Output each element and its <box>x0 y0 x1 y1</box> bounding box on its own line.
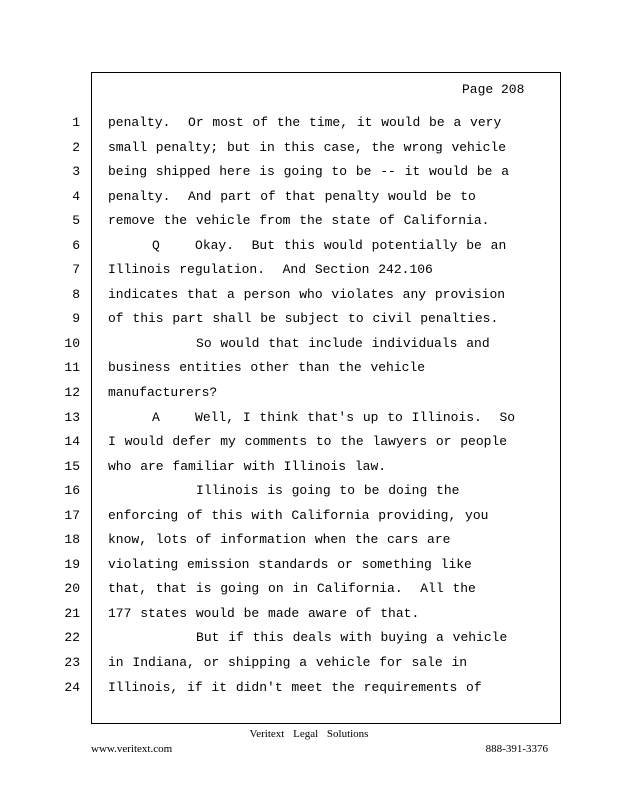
transcript-line: violating emission standards or something like <box>108 556 472 572</box>
line-number: 5 <box>72 213 80 229</box>
line-number: 3 <box>72 164 80 180</box>
line-number: 17 <box>64 507 80 523</box>
transcript-line: know, lots of information when the cars are <box>108 532 451 548</box>
line-number: 19 <box>64 556 80 572</box>
line-number-column <box>40 111 80 700</box>
transcript-line: in Indiana, or shipping a vehicle for sale in <box>108 655 468 671</box>
line-number: 24 <box>64 679 80 695</box>
transcript-line: Q Okay. But this would potentially be an <box>108 237 507 253</box>
transcript-line: manufacturers? <box>108 385 218 401</box>
transcript-line: penalty. And part of that penalty would be to <box>108 188 476 204</box>
line-number: 18 <box>64 532 80 548</box>
transcript-line: penalty. Or most of the time, it would be a very <box>108 115 502 130</box>
footer-company-name: Veritext Legal Solutions <box>249 728 369 740</box>
line-number: 22 <box>64 630 80 646</box>
line-number: 23 <box>64 655 80 671</box>
transcript-line: being shipped here is going to be -- it would be a <box>108 164 510 180</box>
transcript-line: Illinois is going to be doing the <box>108 483 460 499</box>
transcript-line: that, that is going on in California. All the <box>108 581 476 597</box>
transcript-line: who are familiar with Illinois law. <box>108 458 387 474</box>
line-number: 1 <box>72 115 80 130</box>
transcript-line: But if this deals with buying a vehicle <box>108 630 508 646</box>
transcript-line: indicates that a person who violates any provision <box>108 286 506 302</box>
transcript-line: A Well, I think that's up to Illinois. So <box>108 409 516 425</box>
line-number: 21 <box>64 605 80 621</box>
line-number: 2 <box>72 139 80 155</box>
footer-website: www.veritext.com <box>91 743 173 755</box>
line-number: 20 <box>64 581 80 597</box>
line-number: 4 <box>72 188 80 204</box>
transcript-text <box>108 111 558 700</box>
transcript-line: business entities other than the vehicle <box>108 360 426 376</box>
transcript-line: Illinois, if it didn't meet the requirements of <box>108 679 482 695</box>
line-number: 16 <box>64 483 80 499</box>
transcript-line: of this part shall be subject to civil penalties. <box>108 311 499 327</box>
transcript-line: small penalty; but in this case, the wrong vehicle <box>108 139 507 155</box>
line-number: 13 <box>64 409 80 425</box>
transcript-line: 177 states would be made aware of that. <box>108 605 420 621</box>
line-number: 9 <box>72 311 80 327</box>
transcript-line: remove the vehicle from the state of California. <box>108 213 490 229</box>
page-number: Page 208 <box>462 82 525 97</box>
transcript-line: enforcing of this with California providing, you <box>108 507 489 523</box>
footer-phone: 888-391-3376 <box>485 743 548 755</box>
transcript-line: I would defer my comments to the lawyers or people <box>108 434 508 450</box>
line-number: 10 <box>64 335 80 351</box>
transcript-line: Illinois regulation. And Section 242.106 <box>108 262 433 278</box>
line-number: 14 <box>64 434 80 450</box>
line-number: 6 <box>72 237 80 253</box>
transcript-line: So would that include individuals and <box>108 335 490 351</box>
line-number: 7 <box>72 262 80 278</box>
line-number: 15 <box>64 458 80 474</box>
line-number: 11 <box>64 360 80 376</box>
line-number: 8 <box>72 286 80 302</box>
line-number: 12 <box>64 385 80 401</box>
